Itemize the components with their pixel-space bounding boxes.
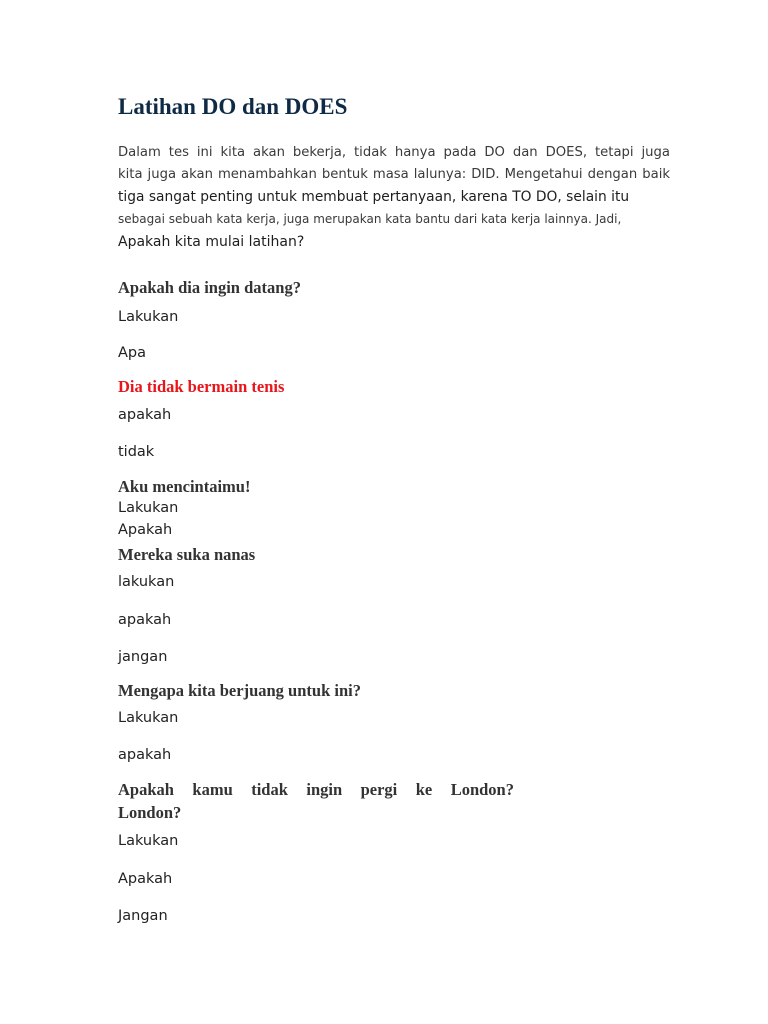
intro-line: tiga sangat penting untuk membuat pertanyaan, karena TO DO, selain itu bbox=[118, 189, 630, 205]
answer-option[interactable]: Lakukan bbox=[118, 833, 179, 849]
intro-line: kita juga akan menambahkan bentuk masa lalunya: DID. Mengetahui dengan baik bbox=[118, 167, 670, 182]
question-heading: Mengapa kita berjuang untuk ini? bbox=[118, 681, 361, 700]
answer-option[interactable]: Lakukan bbox=[118, 309, 179, 325]
question-heading-continued: London? bbox=[118, 803, 182, 822]
answer-option[interactable]: tidak bbox=[118, 444, 155, 460]
answer-option[interactable]: apakah bbox=[118, 747, 172, 763]
answer-option[interactable]: jangan bbox=[118, 649, 168, 665]
intro-line: Apakah kita mulai latihan? bbox=[118, 234, 305, 250]
answer-option[interactable]: Apakah bbox=[118, 871, 173, 887]
page-title: Latihan DO dan DOES bbox=[118, 94, 348, 119]
answer-option[interactable]: Jangan bbox=[118, 908, 168, 924]
answer-option[interactable]: Lakukan bbox=[118, 710, 179, 726]
intro-line: sebagai sebuah kata kerja, juga merupakan kata bantu dari kata kerja lainnya. Jadi, bbox=[118, 212, 622, 226]
answer-option[interactable]: apakah bbox=[118, 612, 172, 628]
question-heading: Apakah kamu tidak ingin pergi ke London? bbox=[118, 780, 514, 799]
intro-line: Dalam tes ini kita akan bekerja, tidak hanya pada DO dan DOES, tetapi juga bbox=[118, 145, 670, 160]
question-heading: Aku mencintaimu! bbox=[118, 477, 251, 496]
question-heading: Apakah dia ingin datang? bbox=[118, 278, 301, 297]
answer-option[interactable]: Lakukan bbox=[118, 500, 179, 516]
intro-paragraph bbox=[118, 142, 670, 254]
question-heading: Mereka suka nanas bbox=[118, 545, 256, 564]
answer-option[interactable]: Apa bbox=[118, 345, 147, 361]
answer-option[interactable]: lakukan bbox=[118, 574, 175, 590]
question-heading: Dia tidak bermain tenis bbox=[118, 377, 285, 396]
answer-option[interactable]: apakah bbox=[118, 407, 172, 423]
answer-option[interactable]: Apakah bbox=[118, 522, 173, 538]
